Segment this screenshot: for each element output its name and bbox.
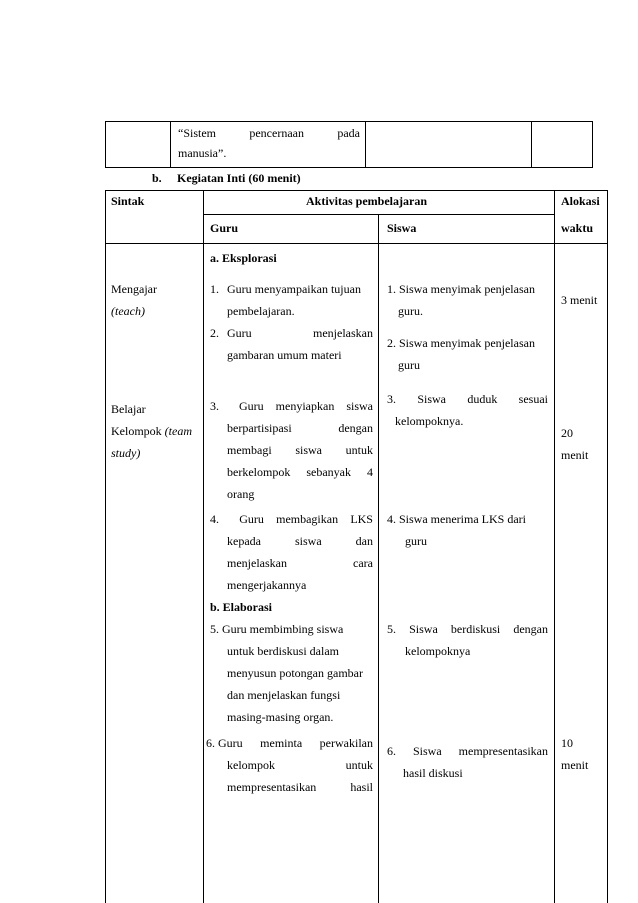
section-marker: b.	[152, 171, 162, 185]
siswa-2-line-2: guru	[398, 358, 420, 372]
guru-3-line-2: berpartisipasi dengan	[227, 421, 373, 435]
header-siswa: Siswa	[387, 221, 417, 235]
elaborasi-heading: b. Elaborasi	[210, 600, 273, 614]
guru-5-line-1: 5. Guru membimbing siswa	[210, 622, 344, 636]
siswa-4-line-1: 4. Siswa menerima LKS dari	[387, 512, 526, 526]
header-aktivitas: Aktivitas pembelajaran	[306, 194, 427, 208]
guru-3-line-5: orang	[227, 487, 255, 501]
guru-3-line-4: berkelompok sebanyak 4	[227, 465, 373, 479]
sintak-team: (team	[164, 424, 192, 438]
header-guru: Guru	[210, 221, 239, 235]
siswa-1-line-2: guru.	[398, 304, 423, 318]
guru-4-line-3: menjelaskan cara	[227, 556, 373, 570]
siswa-3-line-1: 3. Siswa duduk sesuai	[387, 392, 548, 406]
guru-2-line-2: gambaran umum materi	[227, 348, 342, 362]
guru-3-line-1: 3. Guru menyiapkan siswa	[210, 399, 373, 413]
sintak-study: study)	[111, 446, 141, 460]
guru-2-line-1: 2. Guru menjelaskan	[210, 326, 373, 340]
siswa-6-line-1: 6. Siswa mempresentasikan	[387, 744, 548, 758]
alokasi-20-menit: menit	[561, 448, 589, 462]
guru-6-line-1: 6. Guru meminta perwakilan	[206, 736, 373, 750]
sintak-kelompok-word: Kelompok	[111, 424, 162, 438]
siswa-5-line-2: kelompoknya	[405, 644, 471, 658]
guru-6-line-3: mempresentasikan hasil	[227, 780, 373, 794]
guru-4-line-1: 4. Guru membagikan LKS	[210, 512, 373, 526]
header-alokasi: Alokasi	[561, 194, 600, 208]
guru-1-line-1: 1. Guru menyampaikan tujuan	[210, 282, 361, 296]
alokasi-20: 20	[561, 426, 573, 440]
guru-5-line-2: untuk berdiskusi dalam	[227, 644, 339, 658]
top-cell-line-2: manusia”.	[178, 146, 227, 160]
siswa-5-line-1: 5. Siswa berdiskusi dengan	[387, 622, 548, 636]
sintak-kelompok	[111, 424, 192, 438]
guru-3-line-3: membagi siswa untuk	[227, 443, 373, 457]
alokasi-10: 10	[561, 736, 573, 750]
top-cell-line-1: “Sistem pencernaan pada	[178, 126, 360, 140]
guru-4-line-4: mengerjakannya	[227, 578, 307, 592]
guru-6-line-2: kelompok untuk	[227, 758, 373, 772]
guru-4-line-2: kepada siswa dan	[227, 534, 373, 548]
siswa-3-line-2: kelompoknya.	[395, 414, 464, 428]
sintak-mengajar: Mengajar	[111, 282, 157, 296]
sintak-teach: (teach)	[111, 304, 145, 318]
siswa-4-line-2: guru	[405, 534, 427, 548]
guru-5-line-3: menyusun potongan gambar	[227, 666, 363, 680]
header-waktu: waktu	[561, 221, 594, 235]
alokasi-10-menit: menit	[561, 758, 589, 772]
header-sintak: Sintak	[111, 194, 145, 208]
siswa-1-line-1: 1. Siswa menyimak penjelasan	[387, 282, 535, 296]
section-title: Kegiatan Inti (60 menit)	[177, 171, 301, 185]
siswa-6-line-2: hasil diskusi	[403, 766, 463, 780]
guru-5-line-5: masing-masing organ.	[227, 710, 334, 724]
guru-1-line-2: pembelajaran.	[227, 304, 295, 318]
siswa-2-line-1: 2. Siswa menyimak penjelasan	[387, 336, 535, 350]
alokasi-3-menit: 3 menit	[561, 293, 598, 307]
guru-5-line-4: dan menjelaskan fungsi	[227, 688, 341, 702]
sintak-belajar: Belajar	[111, 402, 146, 416]
eksplorasi-heading: a. Eksplorasi	[210, 251, 277, 265]
